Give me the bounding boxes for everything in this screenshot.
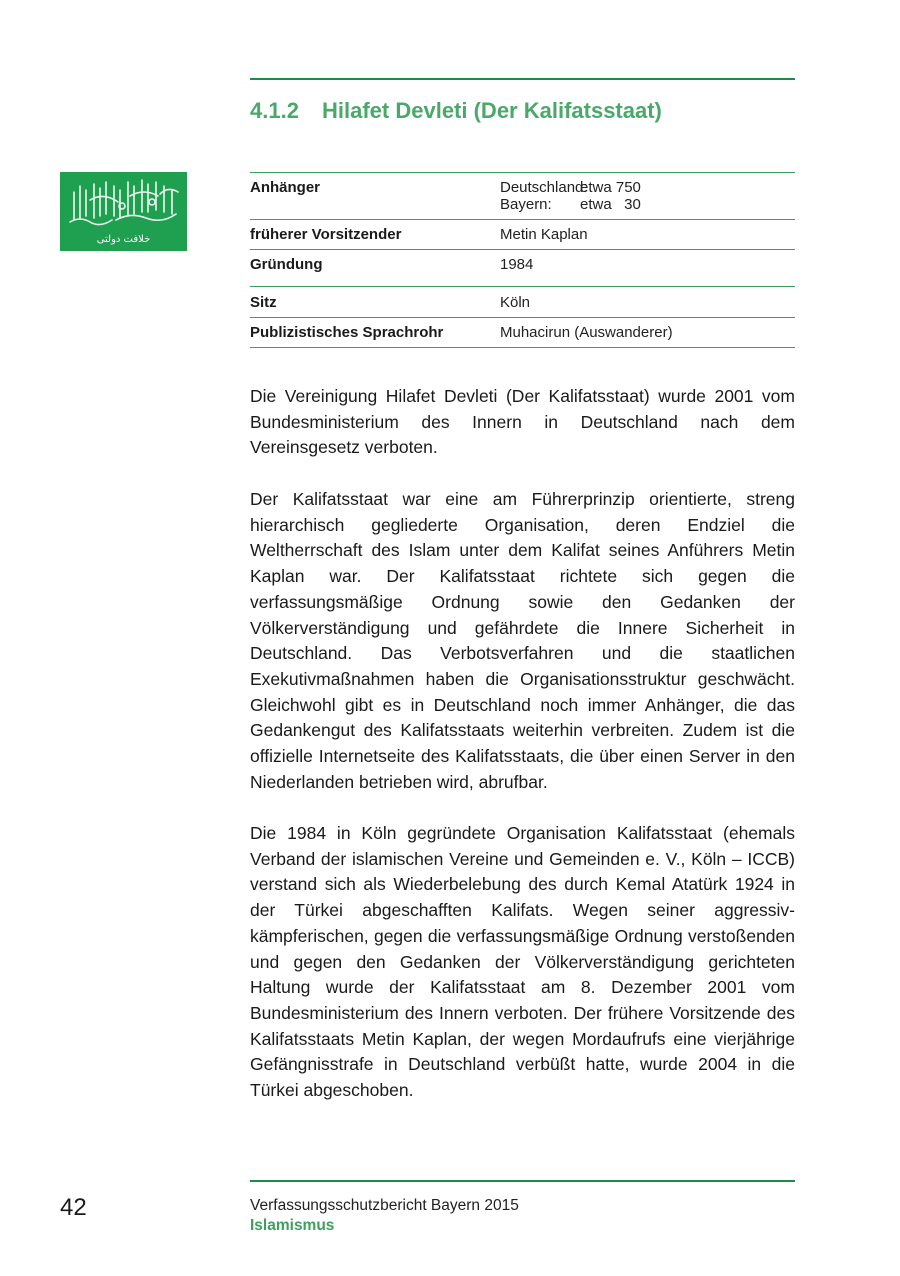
supporters-region-germany: Deutschland:: [500, 179, 588, 196]
paragraph-1: Die Vereinigung Hilafet Devleti (Der Kalifatsstaat) wurde 2001 vom Bundesministerium des Innern in Deutschland nach dem Vereinsgesetz verboten.: [250, 386, 795, 458]
row-value: 1984: [500, 250, 795, 287]
supporters-count-bavaria: etwa 30: [580, 196, 641, 213]
paragraph-3: Die 1984 in Köln gegründete Organisation Kalifatsstaat (ehemals Verband der islamischen Vereine und Gemeinden e. V., Köln – ICCB) verstand sich als Wiederbelebung des durch Kemal Atatürk 1924 in der Türkei abgeschafften Kalifats. Wegen seiner aggressiv-kämpferischen, gegen die verfassungsmäßige Ordnung verstoßenden und gegen den Gedanken der Völkerverständigung gerichteten Haltung wurde der Kalifatsstaat am 8. Dezember 2001 vom Bundesministerium des Innern verboten. Der frühere Vorsitzende des Kalifatsstaats Metin Kaplan, der wegen Mordaufrufs eine vierjährige Gefängnisstrafe in Deutschland verbüßt hatte, wurde 2004 in die Türkei abgeschoben.: [250, 823, 795, 1101]
row-value: Köln: [500, 287, 795, 318]
row-label: Anhänger: [250, 173, 500, 220]
info-table: [250, 172, 795, 348]
section-number: 4.1.2: [250, 98, 299, 123]
row-label: Gründung: [250, 250, 500, 287]
top-rule: [250, 78, 795, 80]
table-row-anhaenger: [250, 173, 795, 220]
section-title: Hilafet Devleti (Der Kalifatsstaat): [322, 98, 662, 123]
section-heading: [250, 98, 810, 124]
footer-section-name: Islamismus: [250, 1217, 335, 1234]
table-row-gruendung: [250, 250, 795, 287]
table-row-sitz: [250, 287, 795, 318]
row-value: Muhacirun (Auswanderer): [500, 318, 795, 348]
paragraph-2: Der Kalifatsstaat war eine am Führerprinzip orientierte, streng hierarchisch gegliederte Organisation, deren Endziel die Weltherrschaft des Islam unter dem Kalifat seines Anführers Metin Kaplan war. Der Kalifatsstaat richtete sich gegen die verfassungsmäßige Ordnung sowie den Gedanken der Völkerverständigung und gefährdete die Innere Sicherheit in Deutschland. Das Verbotsverfahren und die staatlichen Exekutivmaßnahmen haben die Organisationsstruktur geschwächt. Gleichwohl gibt es in Deutschland noch immer Anhänger, die das Gedankengut des Kalifatsstaats weiterhin verbreiten. Zudem ist die offizielle Internetseite des Kalifatsstaats, die über einen Server in den Niederlanden betrieben wird, abrufbar.: [250, 489, 795, 792]
table-row-vorsitzender: [250, 220, 795, 250]
footer-report-title: Verfassungsschutzbericht Bayern 2015: [250, 1197, 519, 1214]
supporters-region-bavaria: Bayern:: [500, 196, 552, 213]
row-label: Publizistisches Sprachrohr: [250, 318, 500, 348]
row-label: Sitz: [250, 287, 500, 318]
kalifatsstaat-flag-image: [60, 172, 187, 251]
row-value: [500, 173, 795, 220]
supporters-count-germany: etwa 750: [580, 179, 641, 196]
flag-caption: خلافت دولتی: [96, 234, 151, 245]
row-value: Metin Kaplan: [500, 220, 795, 250]
table-row-sprachrohr: [250, 318, 795, 348]
page-number: 42: [60, 1194, 87, 1221]
footer-rule: [250, 1180, 795, 1182]
row-label: früherer Vorsitzender: [250, 220, 500, 250]
